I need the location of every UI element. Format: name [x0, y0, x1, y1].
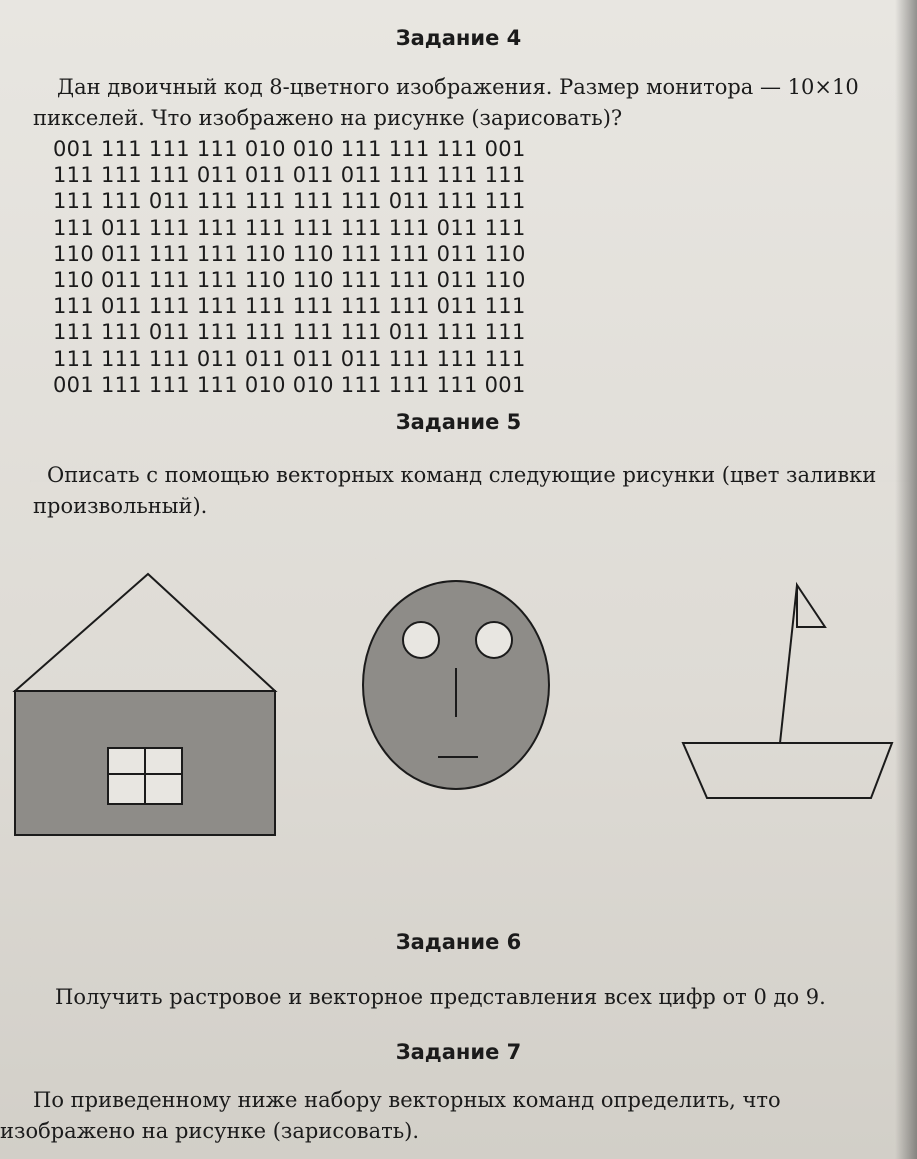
task-6-text: Получить растровое и векторное представления всех цифр от 0 до 9. — [55, 985, 826, 1009]
house-roof — [15, 574, 275, 691]
task-4-heading: Задание 4 — [395, 26, 522, 50]
binary-row: 001 111 111 111 010 010 111 111 111 001 — [53, 137, 526, 161]
binary-code-block — [53, 136, 526, 398]
binary-row: 111 011 111 111 111 111 111 111 011 111 — [53, 294, 526, 319]
face-figure — [350, 575, 570, 800]
binary-row: 111 011 111 111 111 111 111 111 011 111 — [53, 215, 526, 240]
binary-row: 111 111 111 011 011 011 011 111 111 111 — [53, 346, 526, 371]
boat-hull — [683, 743, 892, 798]
task-5-heading: Задание 5 — [395, 410, 522, 434]
boat-flag — [797, 585, 825, 627]
page-edge-shadow — [895, 0, 917, 1159]
binary-row: 111 111 011 111 111 111 111 011 111 111 — [53, 189, 526, 214]
task-6-heading: Задание 6 — [395, 930, 522, 954]
task-7-heading: Задание 7 — [395, 1040, 522, 1064]
house-figure — [10, 568, 295, 840]
binary-row: 110 011 111 111 110 110 111 111 011 110 — [53, 267, 526, 292]
task-4-text: Дан двоичный код 8-цветного изображения. Размер монитора — 10×10 пикселей. Что изображено на рисунке (зарисовать)? — [33, 75, 859, 130]
boat-figure — [675, 580, 900, 810]
task-5-text: Описать с помощью векторных команд следующие рисунки (цвет заливки произвольный). — [33, 463, 877, 518]
binary-row: 111 111 111 011 011 011 011 111 111 111 — [53, 163, 526, 188]
binary-row: 111 111 011 111 111 111 111 011 111 111 — [53, 320, 526, 345]
face-right-eye — [476, 622, 512, 658]
boat-mast — [780, 585, 797, 743]
binary-row: 110 011 111 111 110 110 111 111 011 110 — [53, 241, 526, 266]
face-left-eye — [403, 622, 439, 658]
binary-row: 001 111 111 111 010 010 111 111 111 001 — [53, 372, 526, 397]
task-7-text: По приведенному ниже набору векторных команд определить, что изображено на рисунке (зарисовать). — [0, 1088, 781, 1143]
